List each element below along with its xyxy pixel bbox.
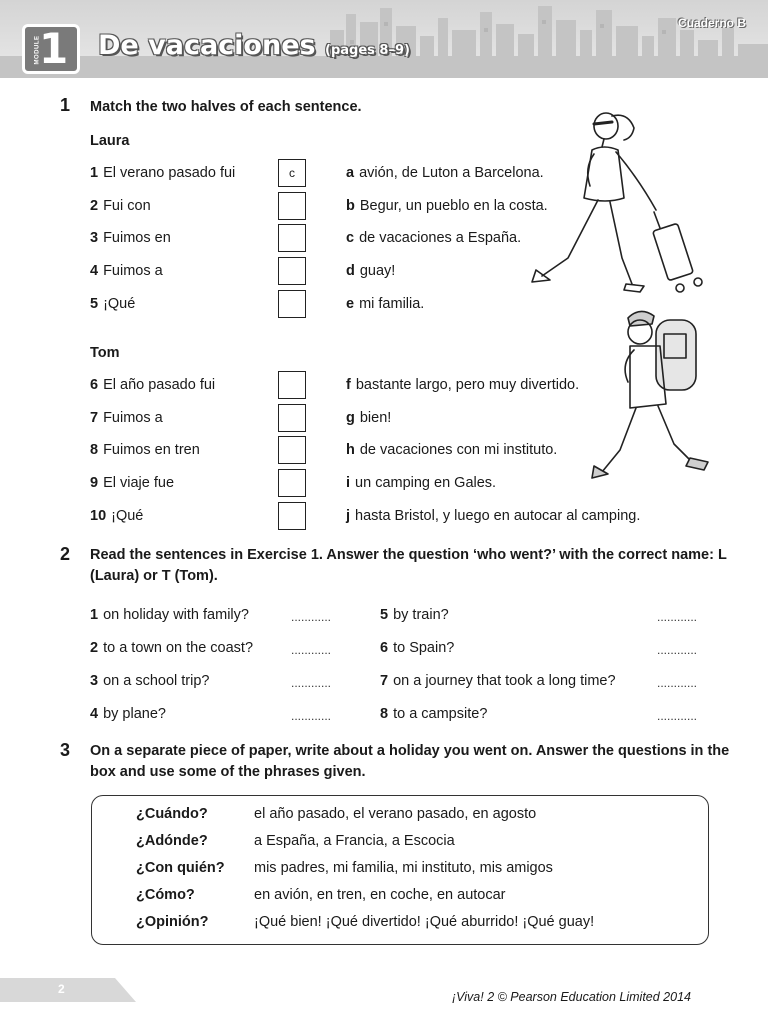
answer-blank[interactable]: ............ [291, 676, 332, 690]
sentence-ending [346, 263, 395, 279]
header-banner [0, 0, 768, 78]
sentence-start-text: Fuimos en [103, 230, 171, 247]
speaker-tom: Tom [90, 345, 120, 361]
answer-box[interactable] [278, 257, 306, 285]
sentence-ending [346, 198, 548, 214]
sentence-ending-text: bien! [359, 409, 392, 426]
answer-box[interactable]: c [278, 159, 306, 187]
phrase-question: ¿Con quién? [136, 860, 225, 876]
exercise-3-number: 3 [60, 740, 71, 760]
question-item [380, 640, 454, 656]
sentence-ending-text: de vacaciones con mi instituto. [359, 442, 558, 459]
item-number: 10 [90, 507, 107, 524]
phrase-question: ¿Cómo? [136, 887, 195, 903]
ending-letter: f [346, 377, 351, 393]
question-text: to a campsite? [393, 706, 488, 722]
ending-letter: b [346, 197, 355, 214]
sentence-start [90, 410, 163, 426]
match-row [0, 508, 768, 541]
sentence-start-text: Fuimos a [103, 409, 163, 426]
sentence-start [90, 475, 174, 491]
question-text: by train? [393, 607, 449, 623]
question-text: by plane? [103, 706, 166, 722]
question-item [90, 607, 249, 623]
answer-box[interactable] [278, 469, 306, 497]
answer-blank[interactable]: ............ [291, 610, 332, 624]
exercise-2-number: 2 [60, 544, 71, 564]
page-number: 2 [58, 982, 65, 996]
exercise-2-instruction: Read the sentences in Exercise 1. Answer the question ‘who went?’ with the correct name: L (Laura) or T (Tom). [90, 547, 727, 584]
question-item [380, 673, 616, 689]
ending-letter: g [346, 409, 355, 426]
sentence-ending [346, 230, 521, 246]
sentence-start-text: ¡Qué [111, 507, 144, 524]
footer-page-tab [0, 978, 136, 1002]
item-number: 2 [90, 197, 99, 214]
answer-blank[interactable]: ............ [657, 676, 698, 690]
phrase-question: ¿Cuándo? [136, 806, 208, 822]
sentence-ending-text: Begur, un pueblo en la costa. [359, 197, 548, 214]
item-number: 7 [90, 409, 99, 426]
ending-letter: d [346, 263, 355, 280]
module-badge [22, 24, 80, 74]
answer-blank[interactable]: ............ [291, 643, 332, 657]
sentence-start-text: El viaje fue [103, 475, 175, 492]
answer-box[interactable] [278, 502, 306, 530]
phrase-row [92, 887, 708, 914]
exercise-1-number: 1 [60, 95, 71, 115]
answer-blank[interactable]: ............ [291, 709, 332, 723]
boy-with-backpack-illustration [590, 304, 722, 496]
sentence-ending-text: guay! [359, 263, 396, 280]
sentence-start [90, 165, 235, 181]
item-number: 5 [90, 295, 99, 312]
phrase-options: ¡Qué bien! ¡Qué divertido! ¡Qué aburrido! ¡Qué guay! [254, 914, 595, 930]
sentence-ending-text: avión, de Luton a Barcelona. [359, 165, 544, 181]
item-number: 3 [90, 230, 99, 247]
sentence-ending [346, 410, 391, 426]
item-number: 4 [90, 263, 99, 280]
copyright-notice: ¡Viva! 2 © Pearson Education Limited 2014 [452, 990, 691, 1004]
question-number: 2 [90, 640, 99, 656]
sentence-ending [346, 165, 544, 181]
ending-letter: c [346, 230, 355, 247]
item-number: 1 [90, 165, 99, 181]
question-number: 3 [90, 673, 99, 689]
ending-letter: i [346, 475, 351, 492]
question-item [380, 607, 449, 623]
phrase-options: el año pasado, el verano pasado, en agosto [254, 806, 537, 822]
page-title [98, 30, 410, 61]
sentence-ending-text: un camping en Gales. [355, 475, 497, 492]
phrase-options: en avión, en tren, en coche, en autocar [254, 887, 506, 903]
girl-with-suitcase-illustration [528, 108, 713, 300]
sentence-start-text: Fuimos a [103, 263, 163, 280]
sentence-ending [346, 296, 424, 312]
phrase-row [92, 860, 708, 887]
question-number: 5 [380, 607, 389, 623]
question-item [90, 673, 209, 689]
question-number: 7 [380, 673, 389, 689]
sentence-start [90, 198, 151, 214]
sentence-start-text: El año pasado fui [103, 377, 216, 393]
question-text: to a town on the coast? [103, 640, 254, 656]
sentence-ending [346, 442, 557, 458]
item-number: 8 [90, 442, 99, 459]
sentence-start [90, 377, 215, 393]
answer-blank[interactable]: ............ [657, 709, 698, 723]
phrase-row [92, 833, 708, 860]
question-item [380, 706, 487, 722]
question-text: on holiday with family? [103, 607, 249, 623]
question-text: to Spain? [393, 640, 455, 656]
phrase-box [91, 795, 709, 945]
ending-letter: e [346, 295, 355, 312]
sentence-ending-text: mi familia. [359, 295, 425, 312]
answer-box[interactable] [278, 290, 306, 318]
question-number: 4 [90, 706, 99, 722]
sentence-ending [346, 377, 579, 393]
question-item [90, 706, 166, 722]
answer-box[interactable] [278, 192, 306, 220]
answer-box[interactable] [278, 404, 306, 432]
sentence-start [90, 508, 143, 524]
page-range: (pages 8–9) [325, 43, 410, 58]
sentence-ending [346, 508, 640, 524]
speaker-laura: Laura [90, 133, 130, 149]
answer-box[interactable] [278, 371, 306, 399]
sentence-start [90, 442, 200, 458]
sentence-start [90, 230, 171, 246]
sentence-start-text: El verano pasado fui [103, 165, 236, 181]
phrase-question: ¿Opinión? [136, 914, 209, 930]
ending-letter: a [346, 165, 355, 181]
phrase-options: a España, a Francia, a Escocia [254, 833, 455, 849]
exercise-1-instruction: Match the two halves of each sentence. [90, 99, 362, 115]
module-number: 1 [39, 24, 69, 73]
answer-blank[interactable]: ............ [657, 643, 698, 657]
ending-letter: j [346, 507, 351, 524]
module-word: MODULE [34, 35, 41, 65]
sentence-ending-text: bastante largo, pero muy divertido. [355, 377, 580, 393]
phrase-options: mis padres, mi familia, mi instituto, mis amigos [254, 860, 553, 876]
page-title-text: De vacaciones [98, 30, 316, 61]
sentence-start [90, 263, 163, 279]
sentence-ending-text: hasta Bristol, y luego en autocar al camping. [355, 507, 641, 524]
sentence-start [90, 296, 135, 312]
question-number: 1 [90, 607, 99, 623]
sentence-start-text: Fui con [103, 197, 151, 214]
phrase-row [92, 914, 708, 941]
item-number: 6 [90, 377, 99, 393]
exercise-3-instruction: On a separate piece of paper, write about a holiday you went on. Answer the questions in the box and use some of the phrases given. [90, 743, 730, 780]
sentence-ending [346, 475, 496, 491]
sentence-ending-text: de vacaciones a España. [359, 230, 522, 247]
question-number: 6 [380, 640, 389, 656]
question-number: 8 [380, 706, 389, 722]
phrase-question: ¿Adónde? [136, 833, 208, 849]
answer-box[interactable] [278, 436, 306, 464]
question-item [90, 640, 253, 656]
item-number: 9 [90, 475, 99, 492]
question-text: on a school trip? [103, 673, 210, 689]
question-text: on a journey that took a long time? [393, 673, 616, 689]
answer-blank[interactable]: ............ [657, 610, 698, 624]
sentence-start-text: Fuimos en tren [103, 442, 200, 459]
answer-box[interactable] [278, 224, 306, 252]
phrase-row [92, 806, 708, 833]
sentence-start-text: ¡Qué [103, 295, 136, 312]
ending-letter: h [346, 442, 355, 459]
workbook-label: Cuaderno B [677, 16, 746, 30]
